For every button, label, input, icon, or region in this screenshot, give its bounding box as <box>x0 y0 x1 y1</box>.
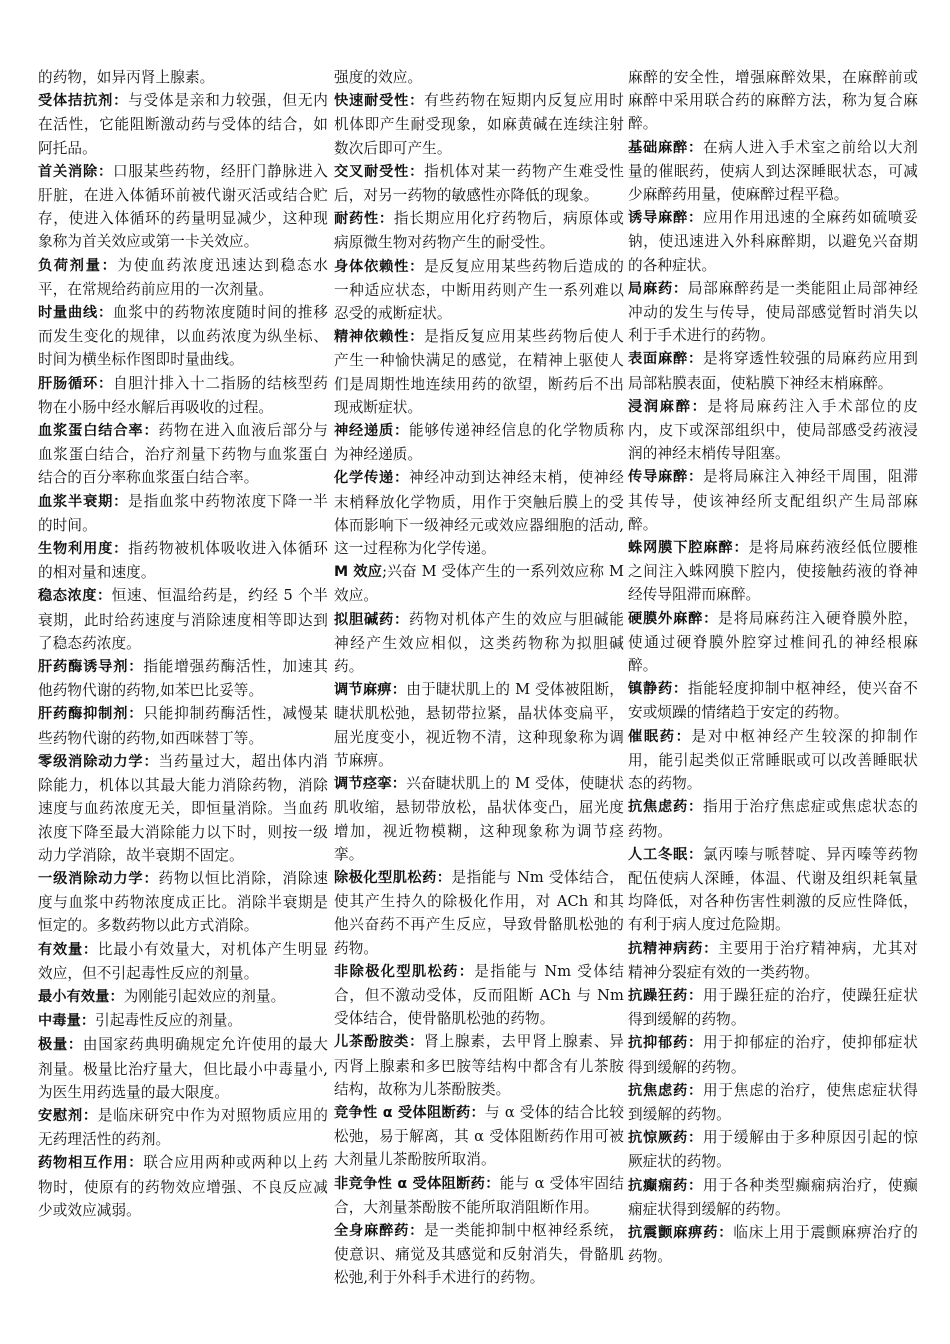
glossary-entry <box>628 206 918 277</box>
glossary-entry <box>38 1151 328 1222</box>
glossary-entry <box>628 1126 918 1173</box>
entry-definition: 只能抑制药酶活性，减慢某些药物代谢的药物,如西咪替丁等。 <box>38 705 328 747</box>
entry-definition: 是反复应用某些药物后造成的一种适应状态，中断用药则产生一系列难以忍受的戒断症状。 <box>334 257 624 323</box>
entry-term: 抗精神病药： <box>628 940 719 957</box>
glossary-entry <box>334 960 624 1031</box>
glossary-entry <box>628 66 918 136</box>
entry-definition: 麻醉的安全性，增强麻醉效果，在麻醉前或麻醉中采用联合药的麻醉方法，称为复合麻醉。 <box>628 69 918 133</box>
entry-definition: 用于焦虑的治疗，使焦虑症状得到缓解的药物。 <box>628 1081 918 1123</box>
glossary-entry <box>334 772 624 866</box>
entry-term: 身体依赖性： <box>334 258 425 275</box>
glossary-entry <box>38 1009 328 1033</box>
entry-definition: 在病人进入手术室之前给以大剂量的催眠药，使病人到达深睡眠状态，可减少麻醉药用量，使麻醉过程平稳。 <box>628 138 918 204</box>
entry-definition: 肾上腺素，去甲肾上腺素、异丙肾上腺素和多巴胺等结构中都含有儿茶胺结构，故称为儿茶酚胺类。 <box>334 1033 624 1098</box>
glossary-entry <box>334 1172 624 1219</box>
entry-definition: 是将局麻注入神经干周围，阻滞其传导，使该神经所支配组织产生局部麻醉。 <box>628 468 918 533</box>
glossary-entry <box>334 466 624 560</box>
text-column-1 <box>38 66 328 1222</box>
entry-term: 传导麻醉： <box>628 469 704 486</box>
entry-term: 儿茶酚胺类： <box>334 1034 425 1051</box>
glossary-entry <box>628 677 918 724</box>
glossary-entry <box>334 160 624 207</box>
entry-term: 诱导麻醉： <box>628 210 704 227</box>
entry-term: 基础麻醉： <box>628 139 704 156</box>
glossary-entry <box>628 984 918 1031</box>
glossary-entry <box>628 795 918 842</box>
glossary-entry <box>628 607 918 678</box>
entry-term: 蛛网膜下腔麻醉： <box>628 540 749 557</box>
entry-term: 全身麻醉药： <box>334 1222 425 1239</box>
glossary-entry <box>628 465 918 536</box>
entry-term: 抗躁狂药： <box>628 987 704 1004</box>
glossary-entry <box>628 725 918 796</box>
entry-definition: 药物以恒比消除，消除速度与血浆中药物浓度成正比。消除半衰期是恒定的。多数药物以此方式消除。 <box>38 869 328 935</box>
entry-term: 生物利用度： <box>38 541 129 558</box>
glossary-entry <box>334 325 624 419</box>
entry-definition: 指能增强药酶活性，加速其他药物代谢的药物,如苯巴比妥等。 <box>38 658 328 700</box>
glossary-entry <box>38 584 328 655</box>
glossary-entry <box>38 750 328 867</box>
entry-definition: 是一类能抑制中枢神经系统，使意识、痛觉及其感觉和反射消失，骨骼肌松弛,利于外科手术进行的药物。 <box>334 1221 624 1287</box>
entry-term: 抗焦虑药： <box>628 799 704 816</box>
glossary-entry <box>334 419 624 466</box>
entry-definition: 用于各种类型癫痫病治疗，使癫痫症状得到缓解的药物。 <box>628 1176 918 1218</box>
glossary-entry <box>628 1079 918 1126</box>
entry-definition: 由国家药典明确规定允许使用的最大剂量。极量比治疗量大，但比最小中毒量小,为医生用药选量的最大限度。 <box>38 1036 328 1101</box>
entry-definition: 为刚能引起效应的剂量。 <box>123 987 286 1005</box>
entry-definition: 强度的效应。 <box>334 69 423 86</box>
entry-definition: 药物在进入血液后部分与血浆蛋白结合，治疗剂量下药物与血浆蛋白结合的百分率称血浆蛋白结合率。 <box>38 422 328 487</box>
entry-definition: 主要用于治疗精神病，尤其对精神分裂症有效的一类药物。 <box>628 939 918 981</box>
entry-definition: 用于抑郁症的治疗，使抑郁症状得到缓解的药物。 <box>628 1034 918 1076</box>
entry-term: 硬膜外麻醉： <box>628 610 719 627</box>
glossary-entry <box>334 207 624 254</box>
entry-definition: 药物对机体产生的效应与胆碱能神经产生效应相似，这类药物称为拟胆碱药。 <box>334 610 624 676</box>
glossary-entry <box>628 277 918 348</box>
entry-term: 抗抑郁药： <box>628 1035 704 1052</box>
entry-definition: 是将局麻药注入硬脊膜外腔，使通过硬脊膜外腔穿过椎间孔的神经根麻醉。 <box>628 609 918 675</box>
entry-term: 肝药酶诱导剂： <box>38 659 144 676</box>
entry-definition: 是将局麻药注入手术部位的皮内，皮下或深部组织中，使局部感受药液浸润的神经末梢传导阻塞。 <box>628 397 918 463</box>
entry-definition: 指用于治疗焦虑症或焦虑状态的药物。 <box>628 798 918 840</box>
entry-definition: 能与 α 受体牢固结合，大剂量茶酚胺不能所取消阻断作用。 <box>334 1174 624 1216</box>
entry-definition: 是将穿透性较强的局麻药应用到局部粘膜表面，使粘膜下神经末梢麻醉。 <box>628 350 918 392</box>
entry-definition: 恒速、恒温给药是，约经 5 个半衰期，此时给药速度与消除速度相等即达到了稳态药浓度。 <box>38 587 328 652</box>
entry-definition: 用于躁狂症的治疗，使躁狂症状得到缓解的药物。 <box>628 986 918 1029</box>
glossary-entry <box>628 843 918 937</box>
entry-term: 肝药酶抑制剂： <box>38 706 144 723</box>
glossary-entry <box>628 937 918 984</box>
entry-term: 耐药性： <box>334 211 394 228</box>
entry-term: 首关消除： <box>38 163 114 180</box>
entry-term: 精神依赖性： <box>334 329 425 346</box>
entry-term: 化学传递： <box>334 470 410 487</box>
entry-term: 抗震颤麻痹药： <box>628 1224 734 1241</box>
entry-term: 调节麻痹： <box>334 682 407 699</box>
glossary-entry <box>38 490 328 537</box>
entry-definition: 与受体是亲和力较强，但无内在活性，它能阻断激动药与受体的结合，如阿托品。 <box>38 92 328 157</box>
entry-term: 快速耐受性： <box>334 93 425 110</box>
entry-definition: ;兴奋 M 受体产生的一系列效应称 M 效应。 <box>334 563 624 605</box>
entry-definition: 是指能与 Nm 受体结合，但不激动受体，反而阻断 ACh 与 Nm 受体结合，使骨骼肌松弛的药物。 <box>334 962 624 1028</box>
glossary-entry <box>38 985 328 1009</box>
entry-definition: 引起毒性反应的剂量。 <box>95 1012 243 1030</box>
entry-definition: 用于缓解由于多种原因引起的惊厥症状的药物。 <box>628 1129 918 1171</box>
entry-term: 负荷剂量： <box>38 257 118 274</box>
entry-term: M 效应 <box>334 564 383 581</box>
glossary-entry <box>628 136 918 207</box>
glossary-entry <box>334 1101 624 1172</box>
glossary-entry <box>38 66 328 89</box>
glossary-entry <box>334 66 624 89</box>
entry-definition: 指能轻度抑制中枢神经，使兴奋不安或烦躁的情绪趋于安定的药物。 <box>628 680 918 722</box>
glossary-entry <box>38 372 328 419</box>
glossary-entry <box>38 867 328 938</box>
glossary-entry <box>38 1104 328 1151</box>
entry-term: 抗焦虑药： <box>628 1082 704 1099</box>
entry-definition: 是指能与 Nm 受体结合，使其产生持久的除极化作用，对 ACh 和其他兴奋药不再产生反应，导致骨骼肌松弛的药物。 <box>334 868 624 957</box>
entry-definition: 比最小有效量大，对机体产生明显效应，但不引起毒性反应的剂量。 <box>38 940 328 982</box>
entry-definition: 自胆汁排入十二指肠的结核型药物在小肠中经水解后再吸收的过程。 <box>38 374 328 416</box>
entry-definition: 是指反复应用某些药物后使人产生一种愉快满足的感觉，在精神上驱使人们是周期性地连续用药的欲望，断药后不出现戒断症状。 <box>334 328 624 416</box>
entry-term: 神经递质： <box>334 423 410 440</box>
entry-term: 非除极化型肌松药： <box>334 963 475 980</box>
glossary-entry <box>38 254 328 301</box>
entry-term: 血浆半衰期： <box>38 493 129 510</box>
text-column-2 <box>334 66 624 1290</box>
entry-term: 血浆蛋白结合率： <box>38 423 159 440</box>
glossary-entry <box>334 89 624 160</box>
entry-definition: 氯丙嗪与哌替啶、异丙嗪等药物配伍使病人深睡，体温、代谢及组织耗氧量均降低，对各种伤害性刺激的反应性降低，有利于病人度过危险期。 <box>628 845 918 934</box>
entry-definition: 由于睫状肌上的 M 受体被阻断，睫状肌松弛，悬韧带拉紧，晶状体变扁平，屈光度变小，视近物不清，这种现象称为调节麻痹。 <box>334 681 624 769</box>
glossary-entry <box>628 395 918 466</box>
entry-definition: 神经冲动到达神经末梢，使神经末梢释放化学物质，用作于突触后膜上的受体而影响下一级神经元或效应器细胞的活动,这一过程称为化学传递。 <box>334 469 624 558</box>
entry-term: 稳态浓度： <box>38 588 112 605</box>
entry-term: 抗惊厥药： <box>628 1130 704 1147</box>
glossary-entry <box>38 160 328 254</box>
entry-term: 时量曲线： <box>38 305 114 322</box>
entry-definition: 与 α 受体的结合比较松弛，易于解离，其 α 受体阻断药作用可被大剂量儿茶酚胺所取消。 <box>334 1103 625 1169</box>
entry-definition: 指药物被机体吸收进入体循环的相对量和速度。 <box>38 540 328 582</box>
glossary-entry <box>38 655 328 702</box>
entry-term: 零级消除动力学： <box>38 753 159 770</box>
glossary-entry <box>38 419 328 490</box>
entry-term: 非竞争性 α 受体阻断药： <box>334 1175 500 1192</box>
entry-term: 表面麻醉： <box>628 351 704 368</box>
entry-definition: 指机体对某一药物产生难受性后，对另一药物的敏感性亦降低的现象。 <box>334 162 624 205</box>
entry-term: 肝肠循环： <box>38 375 114 392</box>
glossary-entry <box>334 866 624 960</box>
entry-definition: 应用作用迅速的全麻药如硫喷妥钠，使迅速进入外科麻醉期，以避免兴奋期的各种症状。 <box>628 209 918 274</box>
entry-definition: 是对中枢神经产生较深的抑制作用，能引起类似正常睡眠或可以改善睡眠状态的药物。 <box>628 727 919 793</box>
glossary-entry <box>38 301 328 372</box>
glossary-entry <box>38 1033 328 1104</box>
glossary-entry <box>38 938 328 985</box>
entry-definition: 的药物，如异丙肾上腺素。 <box>38 69 215 86</box>
entry-term: 调节痉挛： <box>334 776 407 793</box>
entry-definition: 临床上用于震颤麻痹治疗的药物。 <box>628 1223 918 1266</box>
entry-definition: 有些药物在短期内反复应用时机体即产生耐受现象，如麻黄碱在连续注射数次后即可产生。 <box>334 92 624 157</box>
glossary-entry <box>334 1219 624 1290</box>
entry-definition: 是将局麻药液经低位腰椎之间注入蛛网膜下腔内，使接触药液的脊神经传导阻滞而麻醉。 <box>628 539 918 604</box>
entry-term: 人工冬眠： <box>628 846 704 863</box>
glossary-entry <box>334 608 624 679</box>
glossary-entry <box>334 560 624 607</box>
glossary-entry <box>628 1221 918 1268</box>
entry-definition: 联合应用两种或两种以上药物时，使原有的药物效应增强、不良反应减少或效应减弱。 <box>38 1154 328 1219</box>
entry-term: 局麻药： <box>628 280 688 297</box>
entry-term: 安慰剂： <box>38 1107 98 1124</box>
entry-term: 拟胆碱药： <box>334 611 410 628</box>
entry-term: 镇静药： <box>628 681 688 698</box>
entry-term: 有效量： <box>38 941 98 958</box>
entry-term: 浸润麻醉： <box>628 398 708 415</box>
entry-term: 受体拮抗剂： <box>38 93 129 110</box>
glossary-entry <box>38 702 328 749</box>
entry-definition: 为使血药浓度迅速达到稳态水平，在常规给药前应用的一次剂量。 <box>38 256 328 298</box>
glossary-entry <box>334 255 624 326</box>
entry-definition: 局部麻醉药是一类能阻止局部神经冲动的发生与传导，使局部感觉暂时消失以利于手术进行的药物。 <box>628 279 918 345</box>
glossary-entry <box>38 537 328 584</box>
entry-definition: 血浆中的药物浓度随时间的推移而发生变化的规律，以血药浓度为纵坐标、时间为横坐标作图即时量曲线。 <box>38 304 328 369</box>
glossary-entry <box>38 89 328 160</box>
entry-definition: 口服某些药物，经肝门静脉进入肝脏，在进入体循环前被代谢灭活或结合贮存，使进入体循环的药量明显减少，这种现象称为首关效应或第一卡关效应。 <box>38 162 328 251</box>
entry-term: 最小有效量： <box>38 988 124 1005</box>
entry-term: 竞争性 α 受体阻断药： <box>334 1104 485 1121</box>
entry-term: 一级消除动力学： <box>38 870 159 887</box>
glossary-entry <box>334 678 624 772</box>
entry-term: 药物相互作用： <box>38 1155 144 1172</box>
entry-definition: 能够传递神经信息的化学物质称为神经递质。 <box>334 422 624 464</box>
entry-term: 极量： <box>38 1037 83 1054</box>
glossary-entry <box>628 1174 918 1221</box>
entry-term: 催眠药： <box>628 728 692 745</box>
entry-term: 抗癫痫药： <box>628 1177 704 1194</box>
entry-definition: 指长期应用化疗药物后，病原体或病原微生物对药物产生的耐受性。 <box>334 210 624 252</box>
glossary-entry <box>334 1030 624 1101</box>
glossary-entry <box>628 1031 918 1078</box>
entry-term: 中毒量： <box>38 1013 96 1030</box>
entry-definition: 是临床研究中作为对照物质应用的无药理活性的药剂。 <box>38 1106 328 1149</box>
glossary-entry <box>628 347 918 394</box>
entry-term: 除极化型肌松药： <box>334 869 452 886</box>
glossary-entry <box>628 536 918 607</box>
entry-definition: 当药量过大，超出体内消除能力，机体以其最大能力消除药物，消除速度与血药浓度无关，即恒量消除。当血药浓度下降至最大消除能力以下时，则按一级动力学消除，故半衰期不固定。 <box>38 752 328 864</box>
entry-definition: 兴奋睫状肌上的 M 受体，使睫状肌收缩，悬韧带放松，晶状体变凸，屈光度增加，视近物模糊，这种现象称为调节痉挛。 <box>334 775 624 863</box>
entry-definition: 是指血浆中药物浓度下降一半的时间。 <box>38 492 328 534</box>
entry-term: 交叉耐受性： <box>334 163 425 180</box>
text-column-3 <box>628 66 918 1268</box>
